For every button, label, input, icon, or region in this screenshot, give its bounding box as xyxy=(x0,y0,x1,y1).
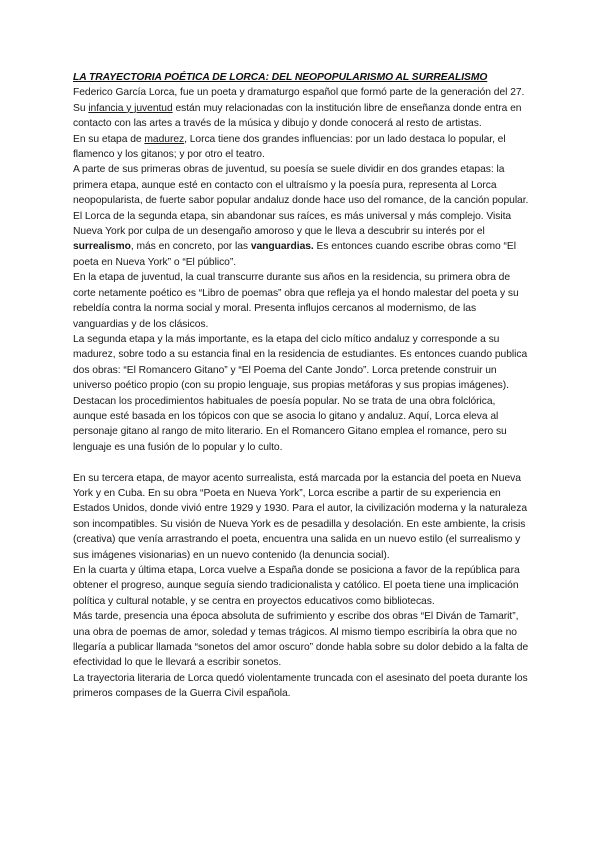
paragraph-cuarta-etapa: En la cuarta y última etapa, Lorca vuelve a España donde se posiciona a favor de la república para obtener el progreso, aunque seguía siendo tradicionalista y católico. El poeta tiene una implicación política y cultural notable, y se centra en proyectos educativos como bibliotecas. xyxy=(73,564,520,607)
document-title: LA TRAYECTORIA POÉTICA DE LORCA: DEL NEOPOPULARISMO AL SURREALISMO xyxy=(73,72,488,83)
paragraph-tercera-etapa: En su tercera etapa, de mayor acento surrealista, está marcada por la estancia del poeta en Nueva York y en Cuba. En su obra “Poeta en Nueva York”, Lorca escribe a partir de su experiencia en Estados Unidos, donde vivió entre 1929 y 1930. Para el autor, la civilización moderna y la naturaleza son incompatibles. Su visión de Nueva York es de pesadilla y desolación. En este ambiente, la crisis (creativa) que venía arrastrando el poeta, encuentra una salida en un nuevo estilo (el surrealismo y sus imágenes visionarias) en un nuevo contenido (la denuncia social). xyxy=(73,472,528,561)
document-page xyxy=(73,70,531,702)
paragraph-intro: Federico García Lorca, fue un poeta y dramaturgo español que formó parte de la generación del 27. xyxy=(73,87,525,99)
underlined-term: infancia y juventud xyxy=(88,102,173,114)
blank-line xyxy=(73,455,531,470)
paragraph-segunda-etapa: La segunda etapa y la más importante, es la etapa del ciclo mítico andaluz y corresponde a su madurez, sobre todo a su estancia final en la residencia de estudiantes. Es entonces cuando publica dos obras: “El Romancero Gitano” y “El Poema del Cante Jondo”. Lorca pretende construir un universo poético propio (con su propio lenguaje, sus propias metáforas y sus propias imágenes). Destacan los procedimientos habituales de poesía popular. No se trata de una obra folclórica, aunque esté basada en los tópicos con que se asocia lo gitano y andaluz. Aquí, Lorca eleva al personaje gitano al rango de mito literario. En el Romancero Gitano emplea el romance, pero su lenguaje es una fusión de lo popular y lo culto. xyxy=(73,333,528,453)
text-run: En su etapa de xyxy=(73,133,145,145)
underlined-term: madurez xyxy=(144,133,185,145)
paragraph-mas-tarde: Más tarde, presencia una época absoluta de sufrimiento y escribe dos obras “El Diván de Tamarit”, una obra de poemas de amor, soledad y temas trágicos. Al mismo tiempo escribiría la obra que no llegaría a publicar llamada “sonetos del amor oscuro” donde habla sobre su dolor debido a la falta de efectividad lo que le llevará a escribir sonetos. xyxy=(73,611,529,669)
text-run: Es entonces cuando escribe obras como “El poeta en Nueva York” o “El público”. xyxy=(73,241,516,268)
paragraph-etapas xyxy=(73,162,531,270)
paragraph-juventud: En la etapa de juventud, la cual transcurre durante sus años en la residencia, su primera obra de corte netamente poético es “Libro de poemas” obra que refleja ya el hondo malestar del poeta y su rebeldía contra la norma social y moral. Presenta influjos cercanos al modernismo, de las vanguardias y de los clásicos. xyxy=(73,272,519,330)
text-run: , más en concreto, por las xyxy=(130,241,251,253)
bold-term: vanguardias. xyxy=(250,241,314,253)
paragraph-madurez xyxy=(73,132,531,163)
text-run: A parte de sus primeras obras de juventud, su poesía se suele dividir en dos grandes etapas: la primera etapa, aunque esté en contacto con el ultraísmo y la poesía pura, representa al Lorca neopopularista, de fuerte sabor popular andaluz donde hace uso del romance, de la canción popular. El Lorca de la segunda etapa, sin abandonar sus raíces, es más universal y más complejo. Visita Nueva York por culpa de un desengaño amoroso y que le lleva a descubrir su interés por el xyxy=(73,164,529,238)
text-run: , Lorca tiene dos grandes influencias: por un lado destaca lo popular, el flamenco y los gitanos; y por otro el teatro. xyxy=(73,133,506,161)
text-run: Su xyxy=(73,102,89,114)
paragraph-infancia xyxy=(73,101,531,132)
text-run: están muy relacionadas con la institución libre de enseñanza donde entra en contacto con las artes a través de la música y dibujo y donde conocerá al resto de artistas. xyxy=(73,102,522,130)
paragraph-final: La trayectoria literaria de Lorca quedó violentamente truncada con el asesinato del poeta durante los primeros compases de la Guerra Civil española. xyxy=(73,672,528,700)
bold-term: surrealismo xyxy=(73,241,131,253)
